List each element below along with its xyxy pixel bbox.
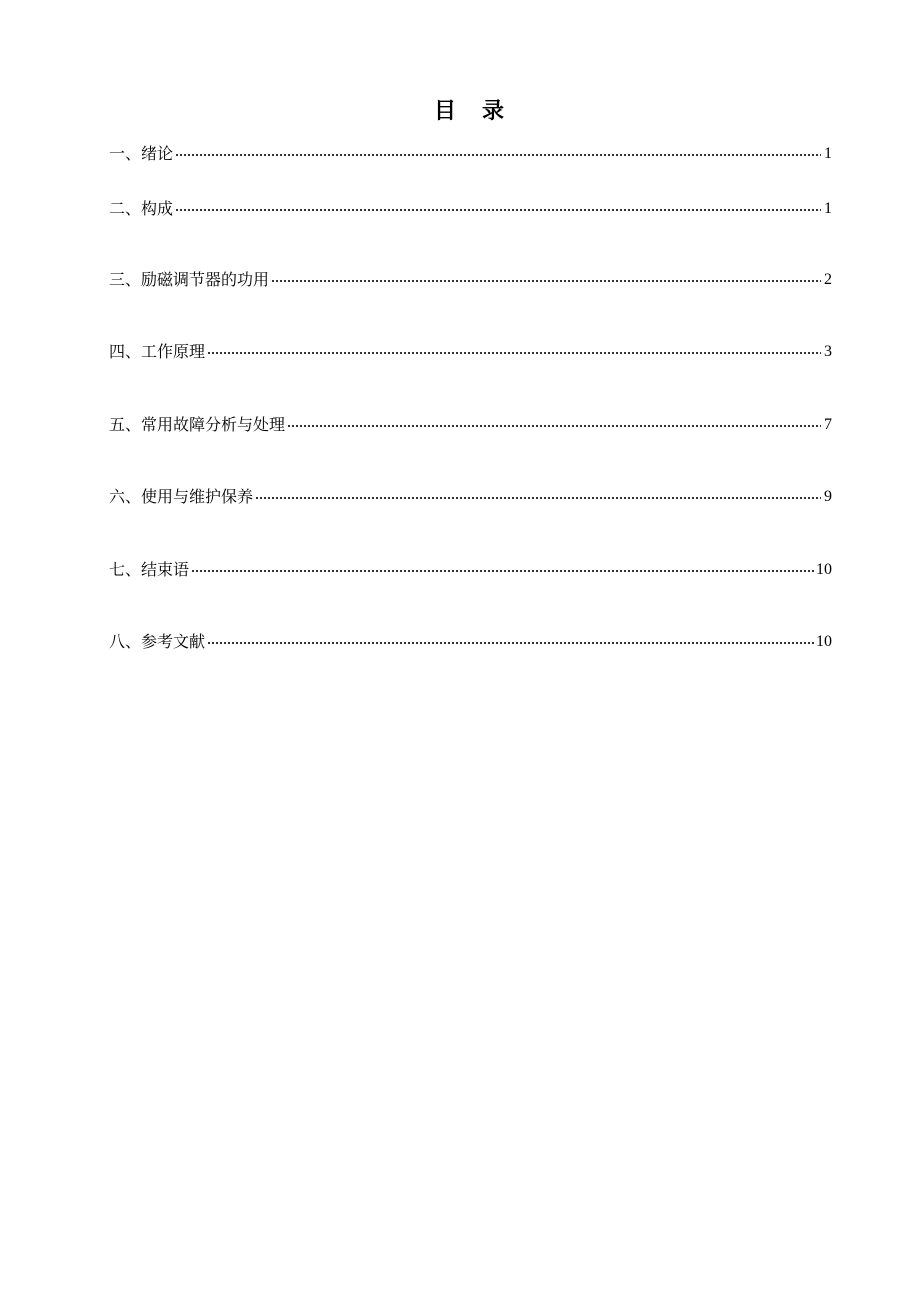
toc-entry-label: 五、常用故障分析与处理 [109,415,286,434]
toc-entry-page: 9 [824,488,832,505]
toc-title-char-1: 目 [433,99,458,124]
toc-entry-label: 三、励磁调节器的功用 [109,270,270,289]
dot-leader [287,423,821,429]
toc-entry-regulator-functions[interactable] [109,268,832,292]
toc-entry-composition[interactable] [109,197,832,221]
dot-leader [175,207,821,213]
toc-entry-page: 10 [816,561,832,578]
dot-leader [207,350,821,356]
toc-entry-label: 二、构成 [109,199,174,218]
toc-entry-fault-analysis[interactable] [109,413,832,437]
toc-entry-introduction[interactable] [109,142,832,166]
dot-leader [175,152,821,158]
toc-entry-label: 八、参考文献 [109,632,206,651]
toc-entry-maintenance[interactable] [109,485,832,509]
toc-entry-label: 四、工作原理 [109,342,206,361]
toc-entry-page: 7 [824,416,832,433]
toc-entry-page: 1 [824,200,832,217]
toc-entry-label: 七、结束语 [109,560,190,579]
toc-entry-page: 2 [824,271,832,288]
dot-leader [207,640,815,646]
toc-entry-conclusion[interactable] [109,558,832,582]
toc-entry-working-principle[interactable] [109,340,832,364]
dot-leader [191,568,815,574]
toc-entry-page: 10 [816,633,832,650]
toc-entry-page: 1 [824,145,832,162]
toc-title-char-2: 录 [482,99,507,124]
toc-entry-label: 一、绪论 [109,144,174,163]
toc-entry-label: 六、使用与维护保养 [109,487,254,506]
toc-entry-page: 3 [824,343,832,360]
dot-leader [271,278,821,284]
toc-entry-references[interactable] [109,630,832,654]
dot-leader [255,495,821,501]
